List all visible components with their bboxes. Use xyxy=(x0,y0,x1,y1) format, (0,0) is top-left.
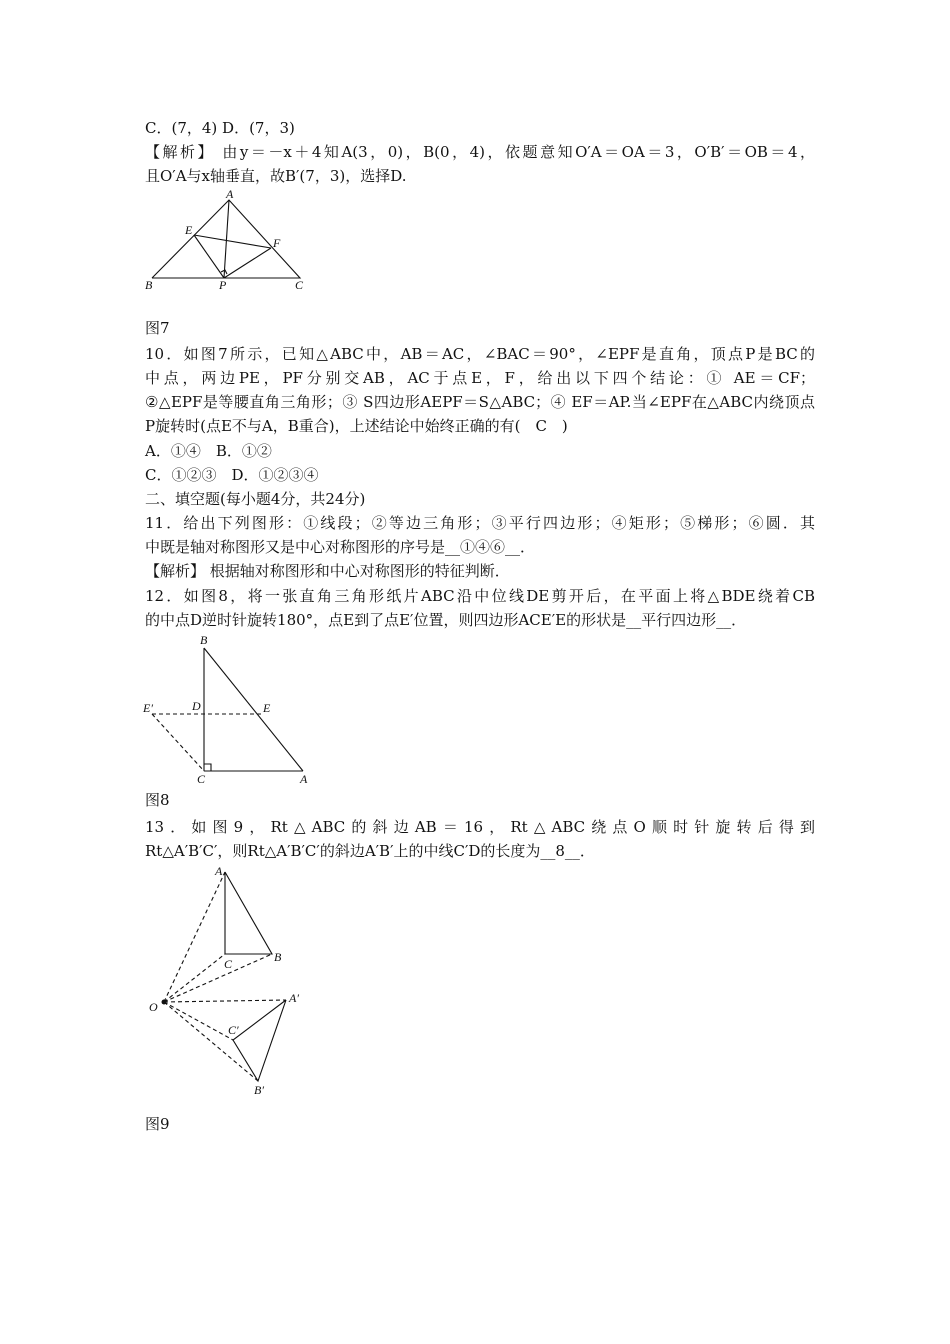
figure-7 xyxy=(140,188,315,296)
fig9-label-c2: C′ xyxy=(228,1023,239,1037)
fig9-label-o: O xyxy=(149,1000,158,1014)
fig8-label-e2: E′ xyxy=(143,701,153,715)
fig8-label-e: E xyxy=(263,701,271,715)
q11-line-1: 11．给出下列图形：①线段；②等边三角形；③平行四边形；④矩形；⑤梯形；⑥圆．其 xyxy=(145,514,815,532)
figure-9-caption: 图9 xyxy=(145,1115,170,1133)
analysis-line-2: 且O′A与x轴垂直，故B′(7，3)，选择D. xyxy=(145,167,407,185)
fig9-label-b2: B′ xyxy=(254,1083,264,1097)
figure-8 xyxy=(140,632,320,787)
q10-line-4: P旋转时(点E不与A，B重合)，上述结论中始终正确的有( C ) xyxy=(145,417,568,435)
section-title: 二、填空题(每小题4分，共24分) xyxy=(145,490,366,508)
q10-line-1: 10．如图7所示，已知△ABC中，AB＝AC，∠BAC＝90°，∠EPF是直角，顶点P是BC的 xyxy=(145,345,815,363)
fig8-label-c: C xyxy=(197,772,206,786)
fig7-label-e: E xyxy=(185,223,193,237)
q13-line-2: Rt△A′B′C′，则Rt△A′B′C′的斜边A′B′上的中线C′D的长度为__8__． xyxy=(145,842,595,860)
figure-9 xyxy=(140,862,315,1097)
fig9-label-c: C xyxy=(224,957,233,971)
option-cd-line: C．(7，4) D．(7，3) xyxy=(145,119,295,137)
fig7-label-a: A xyxy=(226,188,234,201)
analysis-line-1: 【解析】 由y＝－x＋4知A(3，0)，B(0，4)，依题意知O′A＝OA＝3，O′B′＝OB＝4， xyxy=(145,143,815,161)
fig9-label-a: A xyxy=(215,864,223,878)
fig7-label-p: P xyxy=(219,278,227,292)
q11-line-2: 中既是轴对称图形又是中心对称图形的序号是__①④⑥__． xyxy=(145,538,536,556)
figure-7-caption: 图7 xyxy=(145,319,170,337)
q10-line-2: 中点，两边PE，PF分别交AB，AC于点E，F，给出以下四个结论：① AE＝CF； xyxy=(145,369,815,387)
fig8-label-b: B xyxy=(200,633,208,647)
q10-options-cd: C．①②③ D．①②③④ xyxy=(145,466,319,484)
q12-line-1: 12．如图8，将一张直角三角形纸片ABC沿中位线DE剪开后，在平面上将△BDE绕着CB xyxy=(145,587,815,605)
q10-options-ab: A．①④ B．①② xyxy=(145,442,272,460)
fig9-label-b: B xyxy=(274,950,282,964)
fig7-label-f: F xyxy=(273,236,281,250)
figure-8-caption: 图8 xyxy=(145,791,170,809)
fig9-label-a2: A′ xyxy=(289,991,299,1005)
fig7-label-b: B xyxy=(145,278,153,292)
q10-line-3: ②△EPF是等腰直角三角形；③ S四边形AEPF＝S△ABC；④ EF＝AP.当∠EPF在△ABC内绕顶点 xyxy=(145,393,815,411)
q12-line-2: 的中点D逆时针旋转180°，点E到了点E′位置，则四边形ACE′E的形状是__平行四边形__． xyxy=(145,611,747,629)
fig8-label-a: A xyxy=(300,772,308,786)
fig8-label-d: D xyxy=(192,699,201,713)
q13-line-1: 13．如图9，Rt△ABC的斜边AB＝16，Rt△ABC绕点O顺时针旋转后得到 xyxy=(145,818,815,836)
fig7-label-c: C xyxy=(295,278,304,292)
q11-analysis: 【解析】 根据轴对称图形和中心对称图形的特征判断． xyxy=(145,562,510,580)
